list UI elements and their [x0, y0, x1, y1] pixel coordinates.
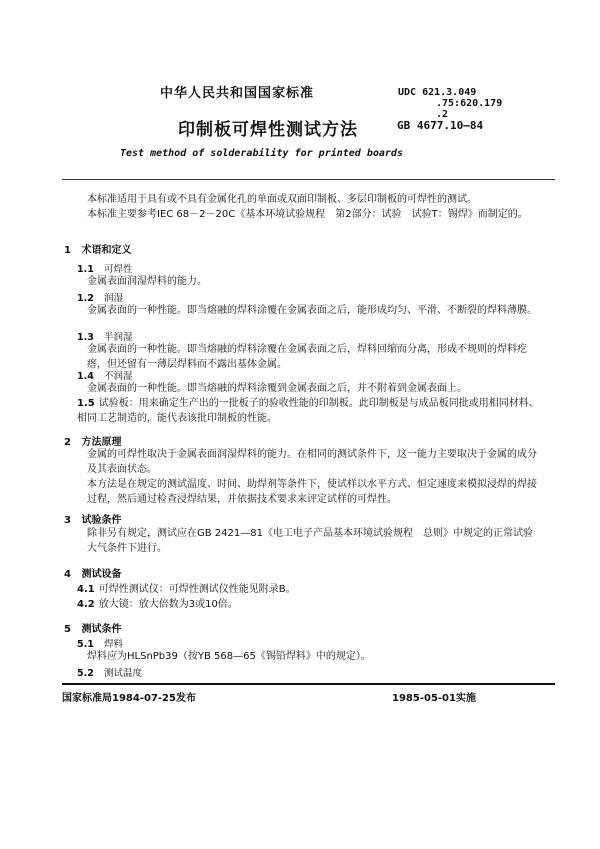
issue-date: 国家标准局1984-07-25发布: [62, 693, 196, 704]
effective-date: 1985-05-01实施: [392, 693, 476, 704]
section-5-heading: 5 测试条件: [64, 624, 122, 635]
section-1-4-heading: 1.4 不润湿: [77, 371, 133, 382]
intro-paragraph-1: 本标准适用于具有或不具有金属化孔的单面或双面印制板、多层印制板的可焊性的测试。: [87, 194, 477, 205]
document-title: 印制板可焊性测试方法: [178, 120, 358, 140]
section-1-heading: 1 术语和定义: [64, 245, 132, 256]
section-3-paragraph-1: 除非另有规定，测试应在GB 2421—81《电工电子产品基本环境试验规程 总则》中规定的正常试验大气条件下进行。: [87, 528, 533, 554]
section-1-5: 1.5 试验板：用来确定生产出的一批板子的验收性能的印制板。此印制板是与成品板同批或用相同材料、相同工艺制造的，能代表该批印制板的性能。: [77, 398, 539, 424]
section-1-3-text: 金属表面的一种性能。即当熔融的焊料涂覆在金属表面之后，焊料回缩而分离，形成不规则的焊料疙瘩，但还留有一薄层焊料而不露出基体金属。: [87, 344, 527, 370]
intro-paragraph-2: 本标准主要参考IEC 68－2－20C《基本环境试验规程 第2部分：试验 试验T：锡焊》而制定的。: [87, 209, 528, 220]
section-4-heading: 4 测试设备: [64, 569, 122, 580]
section-1-4-text: 金属表面的一种性能。即当熔融的焊料涂覆到金属表面之后，并不附着到金属表面上。: [87, 383, 467, 394]
section-5-2-heading: 5.2 测试温度: [77, 668, 143, 679]
section-4-1: 4.1 可焊性测试仪：可焊性测试仪性能见附录B。: [77, 584, 296, 595]
section-5-1-text: 焊料应为HLSnPb39（按YB 568—65《锡铅焊料》中的规定）。: [87, 651, 371, 662]
section-2-paragraph-1: 金属的可焊性取决于金属表面润湿焊料的能力。在相同的测试条件下，这一能力主要取决于金属的成分及其表面状态。: [87, 449, 537, 475]
section-1-2-text: 金属表面的一种性能。即当熔融的焊料涂覆在金属表面之后，能形成均匀、平滑、不断裂的焊料薄膜。: [87, 305, 537, 316]
section-4-2: 4.2 放大镜：放大倍数为3或10倍。: [77, 599, 238, 610]
section-5-1-heading: 5.1 焊料: [77, 639, 124, 650]
section-1-3-heading: 1.3 半润湿: [77, 332, 133, 343]
udc-line-2: .75:620.179: [436, 98, 503, 109]
udc-code: [398, 87, 502, 120]
bottom-divider: [62, 683, 555, 685]
section-2-heading: 2 方法原理: [64, 437, 122, 448]
section-3-heading: 3 试验条件: [64, 515, 122, 526]
english-title: Test method of solderability for printed boards: [120, 148, 403, 159]
section-1-1-text: 金属表面润湿焊料的能力。: [87, 276, 207, 287]
section-2-paragraph-2: 本方法是在规定的测试温度、时间、助焊剂等条件下，使试样以水平方式、恒定速度来模拟浸焊的焊接过程，然后通过检查浸焊结果，并依据技术要求来评定试样的可焊性。: [87, 479, 537, 505]
section-1-1-heading: 1.1 可焊性: [77, 264, 133, 275]
udc-line-1: UDC 621.3.049: [398, 87, 477, 98]
udc-line-3: .2: [436, 109, 449, 120]
gb-number: GB 4677.10—84: [397, 119, 484, 132]
section-1-2-heading: 1.2 润湿: [77, 293, 124, 304]
top-divider: [62, 179, 555, 180]
standard-label: 中华人民共和国国家标准: [160, 86, 315, 101]
